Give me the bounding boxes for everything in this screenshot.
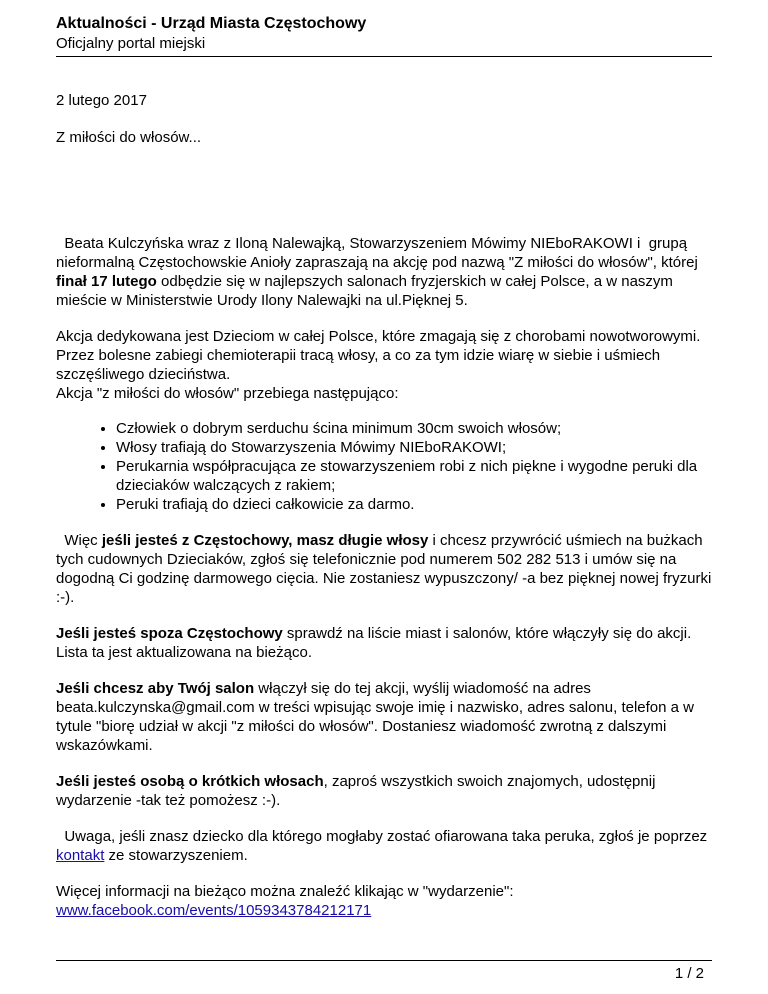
site-title: Aktualności - Urząd Miasta Częstochowy [56, 15, 367, 32]
short-hair-bold: Jeśli jesteś osobą o krótkich włosach [56, 773, 324, 790]
dedication-paragraph: Akcja dedykowana jest Dzieciom w całej Polsce, które zmagają się z chorobami nowotworowymi. Przez bolesne zabiegi chemioterapii tracą włosy, a co za tym idzie wiarę w siebie i uśmiech szczęśliwego dzieciństwa. [56, 328, 701, 383]
outside-paragraph [56, 624, 716, 662]
intro-paragraph [56, 234, 716, 310]
salon-bold: Jeśli chcesz aby Twój salon [56, 680, 255, 697]
local-bold: jeśli jesteś z Częstochowy, masz długie włosy [101, 532, 429, 549]
note-text-end: ze stowarzyszeniem. [104, 847, 248, 864]
short-hair-text: , zaproś wszystkich swoich znajomych, udostępnij wydarzenie -tak też pomożesz :-). [56, 773, 656, 809]
outside-text: sprawdź na liście miast i salonów, które włączyły się do akcji. Lista ta jest aktualizowana na bieżąco. [56, 625, 692, 661]
more-info-text: Więcej informacji na bieżąco można znaleźć klikając w "wydarzenie": [56, 883, 514, 900]
article-date: 2 lutego 2017 [56, 92, 147, 109]
steps-list [56, 419, 716, 514]
intro-text-end: odbędzie się w najlepszych salonach fryzjerskich w całej Polsce, a w naszym mieście w Ministerstwie Urody Ilony Nalewajki na ul.Pięknej 5. [56, 273, 678, 309]
intro-text: Beata Kulczyńska wraz z Iloną Nalewajką, Stowarzyszeniem Mówimy NIEboRAKOWI i grupą nieformalną Częstochowskie Anioły zapraszają na akcję pod nazwą "Z miłości do włosów", której [56, 235, 702, 271]
list-item: • Peruki trafiają do dzieci całkowicie za darmo. [116, 495, 716, 514]
list-item: • Włosy trafiają do Stowarzyszenia Mówimy NIEboRAKOWI; [116, 438, 716, 457]
short-hair-paragraph [56, 772, 716, 810]
list-item: • Człowiek o dobrym serduchu ścina minimum 30cm swoich włosów; [116, 419, 716, 438]
article-title: Z miłości do włosów... [56, 129, 202, 146]
contact-link[interactable]: kontakt [56, 847, 105, 864]
list-item: • Perukarnia współpracująca ze stowarzyszeniem robi z nich piękne i wygodne peruki dla dzieciaków walczących z rakiem; [116, 457, 716, 495]
salon-paragraph [56, 679, 716, 755]
steps-intro: Akcja "z miłości do włosów" przebiega następująco: [56, 385, 399, 402]
more-info-paragraph [56, 882, 716, 920]
salon-text: włączył się do tej akcji, wyślij wiadomość na adres beata.kulczynska@gmail.com w treści wpisując swoje imię i nazwisko, adres salonu, telefon a w tytule "biorę udział w akcji "z miłości do włosów". Dostaniesz wiadomość zwrotną z dalszymi wskazówkami. [56, 680, 694, 754]
facebook-event-link[interactable]: www.facebook.com/events/1059343784212171 [56, 902, 372, 919]
note-paragraph [56, 827, 716, 865]
intro-bold: finał 17 lutego [56, 273, 157, 290]
local-paragraph [56, 531, 716, 607]
header-divider [56, 56, 712, 57]
local-text: Więc [56, 532, 102, 549]
note-text: Uwaga, jeśli znasz dziecko dla którego mogłaby zostać ofiarowana taka peruka, zgłoś je poprzez [56, 828, 712, 845]
site-subtitle: Oficjalny portal miejski [56, 35, 206, 52]
article-body [56, 91, 716, 920]
outside-bold: Jeśli jesteś spoza Częstochowy [56, 625, 283, 642]
footer-divider [56, 960, 712, 961]
page-header [56, 14, 712, 53]
local-text-end: i chcesz przywrócić uśmiech na bużkach tych cudownych Dzieciaków, zgłoś się telefonicznie pod numerem 502 282 513 i umów się na dogodną Ci godzinę darmowego cięcia. Nie zostaniesz wypuszczony/ -a bez pięknej nowej fryzurki :-). [56, 532, 716, 606]
page-number: 1 / 2 [674, 965, 704, 982]
